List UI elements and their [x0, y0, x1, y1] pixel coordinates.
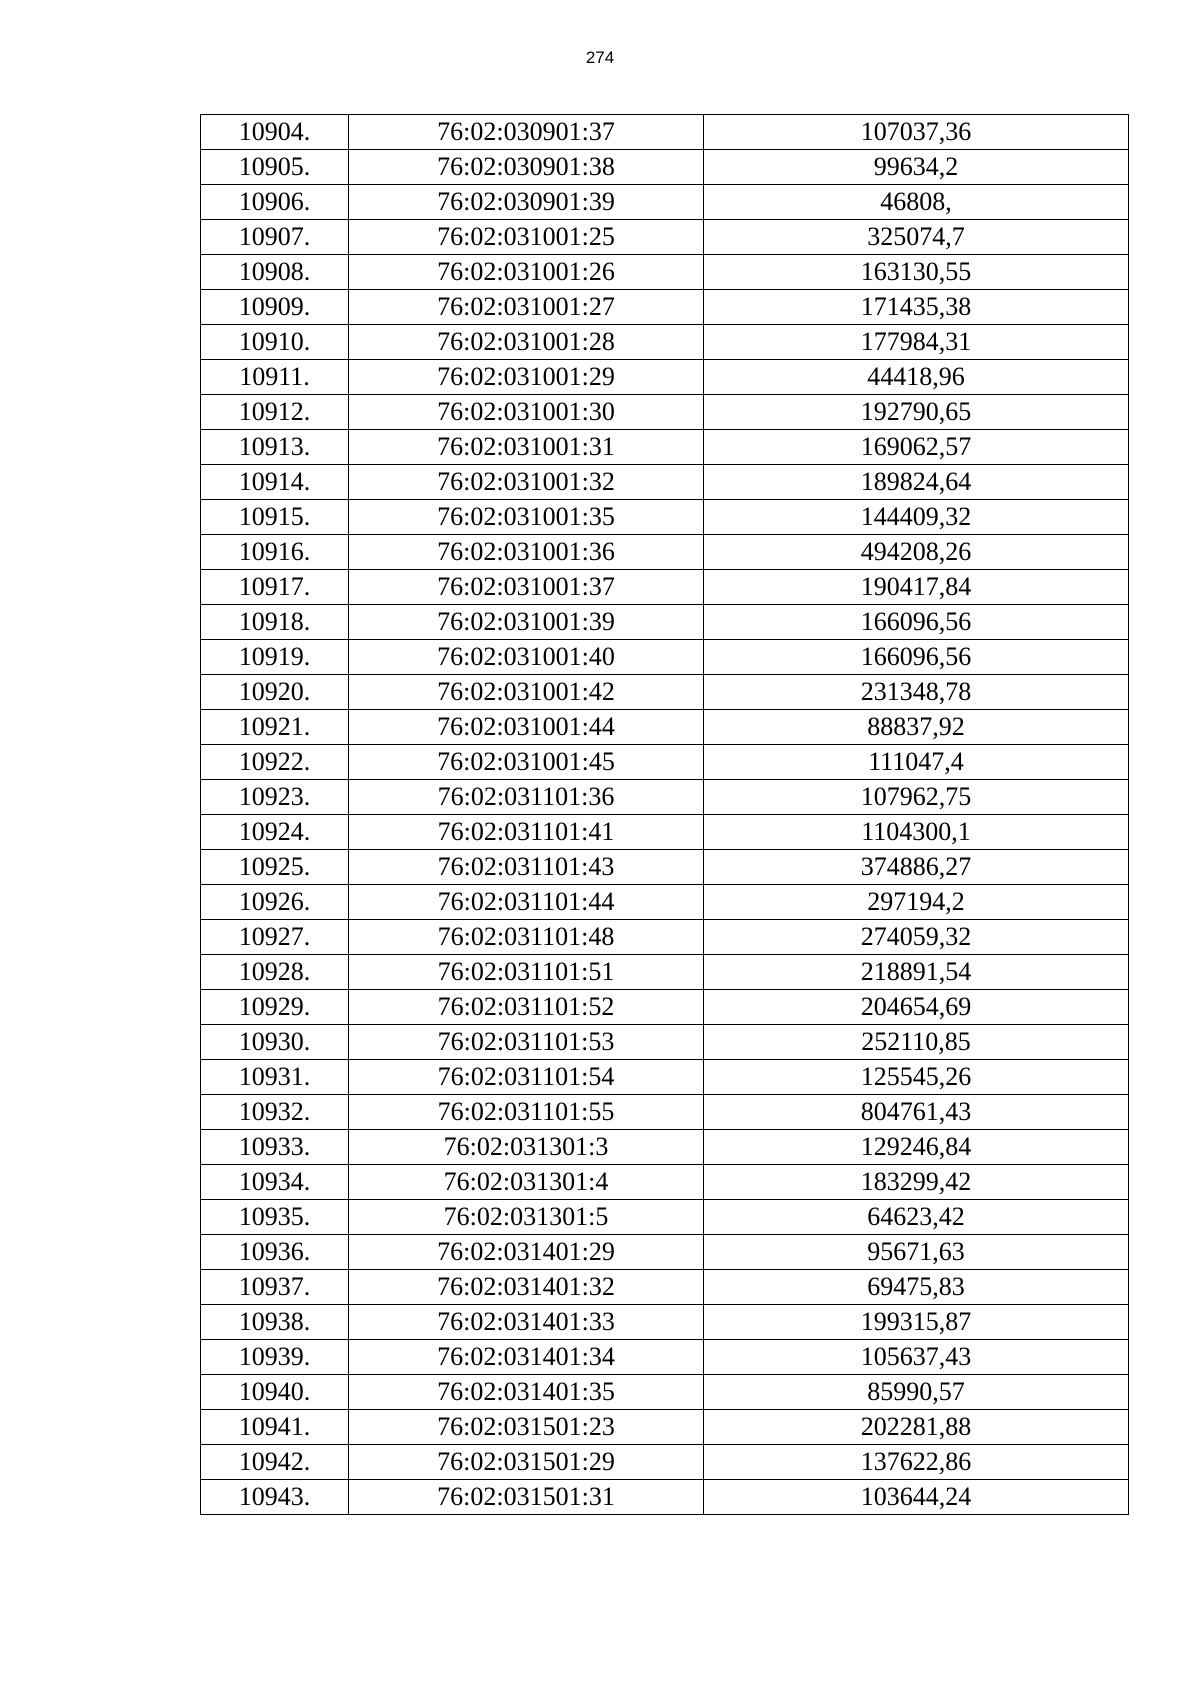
value-cell: 297194,2 [704, 885, 1129, 920]
table-row [201, 710, 1129, 745]
value-cell: 129246,84 [704, 1130, 1129, 1165]
table-row [201, 1095, 1129, 1130]
table-row [201, 1165, 1129, 1200]
table-row [201, 1060, 1129, 1095]
table-row [201, 1200, 1129, 1235]
value-cell: 64623,42 [704, 1200, 1129, 1235]
table-row [201, 1270, 1129, 1305]
cadastral-number-cell: 76:02:031001:40 [349, 640, 704, 675]
value-cell: 177984,31 [704, 325, 1129, 360]
row-number-cell: 10939. [201, 1340, 349, 1375]
cadastral-number-cell: 76:02:031101:48 [349, 920, 704, 955]
cadastral-number-cell: 76:02:031001:25 [349, 220, 704, 255]
row-number-cell: 10936. [201, 1235, 349, 1270]
table-row [201, 360, 1129, 395]
value-cell: 69475,83 [704, 1270, 1129, 1305]
value-cell: 105637,43 [704, 1340, 1129, 1375]
cadastral-number-cell: 76:02:031001:39 [349, 605, 704, 640]
row-number-cell: 10918. [201, 605, 349, 640]
value-cell: 183299,42 [704, 1165, 1129, 1200]
cadastral-number-cell: 76:02:031501:31 [349, 1480, 704, 1515]
row-number-cell: 10919. [201, 640, 349, 675]
row-number-cell: 10925. [201, 850, 349, 885]
table-row [201, 1130, 1129, 1165]
table-row [201, 885, 1129, 920]
row-number-cell: 10909. [201, 290, 349, 325]
row-number-cell: 10905. [201, 150, 349, 185]
cadastral-number-cell: 76:02:031401:29 [349, 1235, 704, 1270]
table-row [201, 220, 1129, 255]
value-cell: 111047,4 [704, 745, 1129, 780]
cadastral-number-cell: 76:02:031001:29 [349, 360, 704, 395]
table-row [201, 605, 1129, 640]
value-cell: 189824,64 [704, 465, 1129, 500]
value-cell: 274059,32 [704, 920, 1129, 955]
table-row [201, 640, 1129, 675]
cadastral-number-cell: 76:02:031001:31 [349, 430, 704, 465]
table-row [201, 745, 1129, 780]
cadastral-number-cell: 76:02:031101:55 [349, 1095, 704, 1130]
row-number-cell: 10931. [201, 1060, 349, 1095]
table-row [201, 465, 1129, 500]
value-cell: 44418,96 [704, 360, 1129, 395]
value-cell: 99634,2 [704, 150, 1129, 185]
table-body [201, 115, 1129, 1515]
row-number-cell: 10910. [201, 325, 349, 360]
row-number-cell: 10913. [201, 430, 349, 465]
cadastral-number-cell: 76:02:031401:35 [349, 1375, 704, 1410]
table-row [201, 990, 1129, 1025]
page-number: 274 [585, 48, 615, 67]
value-cell: 218891,54 [704, 955, 1129, 990]
table-row [201, 395, 1129, 430]
table-row [201, 920, 1129, 955]
value-cell: 107962,75 [704, 780, 1129, 815]
row-number-cell: 10922. [201, 745, 349, 780]
cadastral-number-cell: 76:02:030901:39 [349, 185, 704, 220]
row-number-cell: 10917. [201, 570, 349, 605]
cadastral-number-cell: 76:02:031101:41 [349, 815, 704, 850]
row-number-cell: 10911. [201, 360, 349, 395]
cadastral-number-cell: 76:02:031001:35 [349, 500, 704, 535]
cadastral-number-cell: 76:02:031101:51 [349, 955, 704, 990]
cadastral-number-cell: 76:02:031101:44 [349, 885, 704, 920]
cadastral-number-cell: 76:02:031001:30 [349, 395, 704, 430]
row-number-cell: 10938. [201, 1305, 349, 1340]
row-number-cell: 10937. [201, 1270, 349, 1305]
row-number-cell: 10933. [201, 1130, 349, 1165]
row-number-cell: 10916. [201, 535, 349, 570]
row-number-cell: 10924. [201, 815, 349, 850]
row-number-cell: 10921. [201, 710, 349, 745]
row-number-cell: 10926. [201, 885, 349, 920]
table-row [201, 570, 1129, 605]
value-cell: 231348,78 [704, 675, 1129, 710]
value-cell: 137622,86 [704, 1445, 1129, 1480]
row-number-cell: 10912. [201, 395, 349, 430]
table-row [201, 115, 1129, 150]
cadastral-number-cell: 76:02:031001:45 [349, 745, 704, 780]
table-row [201, 150, 1129, 185]
cadastral-number-cell: 76:02:030901:38 [349, 150, 704, 185]
value-cell: 199315,87 [704, 1305, 1129, 1340]
cadastral-number-cell: 76:02:031101:53 [349, 1025, 704, 1060]
value-cell: 163130,55 [704, 255, 1129, 290]
value-cell: 95671,63 [704, 1235, 1129, 1270]
value-cell: 494208,26 [704, 535, 1129, 570]
value-cell: 804761,43 [704, 1095, 1129, 1130]
cadastral-number-cell: 76:02:031001:32 [349, 465, 704, 500]
value-cell: 169062,57 [704, 430, 1129, 465]
table-row [201, 1445, 1129, 1480]
cadastral-number-cell: 76:02:031101:43 [349, 850, 704, 885]
table-row [201, 325, 1129, 360]
table-row [201, 535, 1129, 570]
cadastral-number-cell: 76:02:031001:28 [349, 325, 704, 360]
value-cell: 88837,92 [704, 710, 1129, 745]
row-number-cell: 10932. [201, 1095, 349, 1130]
row-number-cell: 10942. [201, 1445, 349, 1480]
value-cell: 144409,32 [704, 500, 1129, 535]
row-number-cell: 10929. [201, 990, 349, 1025]
row-number-cell: 10908. [201, 255, 349, 290]
cadastral-number-cell: 76:02:031501:29 [349, 1445, 704, 1480]
cadastral-number-cell: 76:02:031101:52 [349, 990, 704, 1025]
cadastral-number-cell: 76:02:031301:3 [349, 1130, 704, 1165]
cadastral-number-cell: 76:02:031001:42 [349, 675, 704, 710]
table-row [201, 1480, 1129, 1515]
row-number-cell: 10927. [201, 920, 349, 955]
value-cell: 103644,24 [704, 1480, 1129, 1515]
cadastral-number-cell: 76:02:031101:54 [349, 1060, 704, 1095]
row-number-cell: 10906. [201, 185, 349, 220]
table-row [201, 1340, 1129, 1375]
cadastral-number-cell: 76:02:031001:36 [349, 535, 704, 570]
cadastral-number-cell: 76:02:031401:32 [349, 1270, 704, 1305]
row-number-cell: 10941. [201, 1410, 349, 1445]
value-cell: 252110,85 [704, 1025, 1129, 1060]
table-row [201, 1375, 1129, 1410]
table-row [201, 1305, 1129, 1340]
table-row [201, 1025, 1129, 1060]
table-row [201, 780, 1129, 815]
cadastral-number-cell: 76:02:031001:26 [349, 255, 704, 290]
value-cell: 192790,65 [704, 395, 1129, 430]
row-number-cell: 10934. [201, 1165, 349, 1200]
row-number-cell: 10923. [201, 780, 349, 815]
value-cell: 204654,69 [704, 990, 1129, 1025]
cadastral-number-cell: 76:02:031501:23 [349, 1410, 704, 1445]
cadastral-number-cell: 76:02:031001:27 [349, 290, 704, 325]
table-row [201, 850, 1129, 885]
row-number-cell: 10920. [201, 675, 349, 710]
value-cell: 166096,56 [704, 605, 1129, 640]
value-cell: 125545,26 [704, 1060, 1129, 1095]
value-cell: 190417,84 [704, 570, 1129, 605]
table-row [201, 815, 1129, 850]
table-row [201, 255, 1129, 290]
value-cell: 166096,56 [704, 640, 1129, 675]
table-row [201, 430, 1129, 465]
table-row [201, 185, 1129, 220]
cadastral-number-cell: 76:02:031401:33 [349, 1305, 704, 1340]
row-number-cell: 10943. [201, 1480, 349, 1515]
cadastral-number-cell: 76:02:031001:44 [349, 710, 704, 745]
value-cell: 374886,27 [704, 850, 1129, 885]
value-cell: 1104300,1 [704, 815, 1129, 850]
value-cell: 171435,38 [704, 290, 1129, 325]
table-row [201, 1410, 1129, 1445]
row-number-cell: 10904. [201, 115, 349, 150]
cadastral-number-cell: 76:02:031401:34 [349, 1340, 704, 1375]
cadastral-number-cell: 76:02:031301:5 [349, 1200, 704, 1235]
table-row [201, 1235, 1129, 1270]
row-number-cell: 10940. [201, 1375, 349, 1410]
table-row [201, 500, 1129, 535]
value-cell: 202281,88 [704, 1410, 1129, 1445]
cadastral-number-cell: 76:02:031301:4 [349, 1165, 704, 1200]
value-cell: 325074,7 [704, 220, 1129, 255]
cadastral-value-table [200, 114, 1129, 1515]
row-number-cell: 10928. [201, 955, 349, 990]
row-number-cell: 10914. [201, 465, 349, 500]
cadastral-number-cell: 76:02:030901:37 [349, 115, 704, 150]
cadastral-number-cell: 76:02:031101:36 [349, 780, 704, 815]
table-row [201, 675, 1129, 710]
cadastral-number-cell: 76:02:031001:37 [349, 570, 704, 605]
value-cell: 107037,36 [704, 115, 1129, 150]
row-number-cell: 10935. [201, 1200, 349, 1235]
table-row [201, 290, 1129, 325]
row-number-cell: 10907. [201, 220, 349, 255]
row-number-cell: 10915. [201, 500, 349, 535]
row-number-cell: 10930. [201, 1025, 349, 1060]
value-cell: 46808, [704, 185, 1129, 220]
table-row [201, 955, 1129, 990]
value-cell: 85990,57 [704, 1375, 1129, 1410]
